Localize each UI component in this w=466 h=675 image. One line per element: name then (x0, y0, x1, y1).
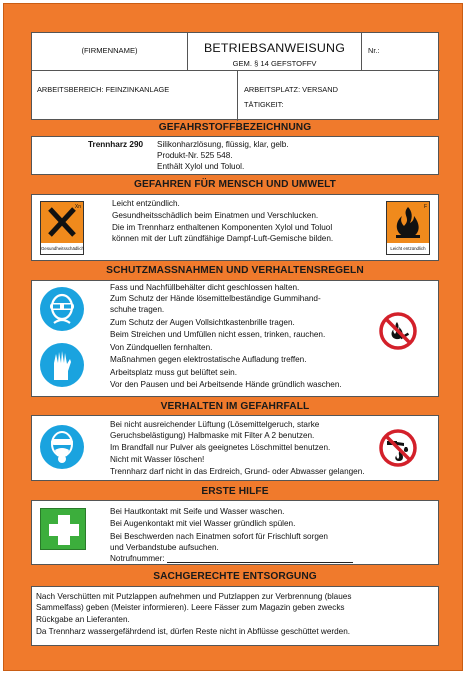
emergency-line: Im Brandfall nur Pulver als geeignetes Löschmittel benutzen. (110, 443, 331, 452)
work-area: ARBEITSBEREICH: FEINZINKANLAGE (37, 85, 170, 94)
emergency-number-label: Notrufnummer: (110, 554, 165, 563)
header-top-row (32, 33, 440, 71)
substance-line: Produkt-Nr. 525 548. (157, 151, 233, 160)
document-sheet (3, 3, 463, 671)
title-cell (188, 33, 362, 70)
disposal-line: Rückgabe an Lieferanten. (36, 615, 130, 624)
header-panel (31, 32, 439, 120)
page-subtitle: GEM. § 14 GEFSTOFFV (232, 59, 317, 68)
no-open-flame-icon (378, 311, 418, 351)
disposal-panel (31, 586, 439, 646)
first-aid-panel (31, 500, 439, 565)
first-aid-line: Bei Augenkontakt mit viel Wasser gründlich spülen. (110, 519, 296, 528)
emergency-line: Bei nicht ausreichender Lüftung (Lösemittelgeruch, starke (110, 420, 320, 429)
cross-horizontal (49, 524, 79, 536)
substance-line: Enthält Xylol und Toluol. (157, 162, 245, 171)
first-aid-line: Bei Hautkontakt mit Seife und Wasser waschen. (110, 507, 285, 516)
harmful-label: Gesundheitsschädlich (41, 243, 83, 254)
protection-line: Zum Schutz der Augen Vollsichtkastenbrille tragen. (110, 318, 295, 327)
section-hazard-name: GEFAHRSTOFFBEZEICHNUNG (158, 122, 312, 133)
protection-line: schuhe tragen. (110, 305, 165, 314)
danger-line: Leicht entzündlich. (112, 199, 180, 208)
harmful-x-icon (40, 201, 84, 255)
emergency-line: Nicht mit Wasser löschen! (110, 455, 205, 464)
danger-line: Die im Trennharz enthaltenen Komponenten Xylol und Toluol (112, 223, 333, 232)
protection-line: Zum Schutz der Hände lösemittelbeständige Gummihand- (110, 294, 321, 303)
disposal-line: Sammelfass) geben (Meister informieren). Leere Fässer zum Magazin geben zwecks (36, 603, 345, 612)
protection-line: Arbeitsplatz muss gut belüftet sein. (110, 368, 237, 377)
danger-line: Gesundheitsschädlich beim Einatmen und Verschlucken. (112, 211, 319, 220)
respirator-mandatory-icon (40, 425, 84, 469)
section-emergency: VERHALTEN IM GEFAHRFALL (160, 401, 310, 412)
section-first-aid: ERSTE HILFE (201, 486, 269, 497)
substance-line: Silikonharzlösung, flüssig, klar, gelb. (157, 140, 289, 149)
flammable-code: F (423, 204, 427, 210)
area-cell (32, 71, 238, 121)
first-aid-line: und Verbandstube aufsuchen. (110, 543, 219, 552)
flammable-label: Leicht entzündlich (387, 243, 429, 254)
disposal-line: Nach Verschütten mit Putzlappen aufnehmen und Putzlappen zur Verbrennung (blaues (36, 592, 352, 601)
activity: TÄTIGKEIT: (244, 100, 284, 109)
emergency-line: Trennharz darf nicht in das Erdreich, Grund- oder Abwasser gelangen. (110, 467, 365, 476)
section-disposal: SACHGERECHTE ENTSORGUNG (153, 571, 317, 582)
disposal-line: Da Trennharz wassergefährdend ist, dürfen Reste nicht in Abflüsse geschüttet werden. (36, 627, 351, 636)
emergency-number-line (167, 562, 353, 563)
emergency-panel (31, 415, 439, 481)
header-bottom-row (32, 71, 440, 121)
protection-line: Fass und Nachfüllbehälter dicht geschlossen halten. (110, 283, 300, 292)
section-dangers: GEFAHREN FÜR MENSCH UND UMWELT (133, 179, 337, 190)
protection-line: Maßnahmen gegen elektrostatische Aufladung treffen. (110, 355, 307, 364)
workplace: ARBEITSPLATZ: VERSAND (244, 85, 338, 94)
gloves-mandatory-icon (40, 343, 84, 387)
protection-line: Beim Streichen und Umfüllen nicht essen, trinken, rauchen. (110, 330, 326, 339)
first-aid-line: Bei Beschwerden nach Einatmen sofort für Frischluft sorgen (110, 532, 328, 541)
flammable-flame-icon (386, 201, 430, 255)
company-cell (32, 33, 188, 70)
emergency-line: Geruchsbelästigung) Halbmaske mit Filter A 2 benutzen. (110, 431, 315, 440)
protection-line: Von Zündquellen fernhalten. (110, 343, 213, 352)
harmful-code: Xn (74, 204, 81, 210)
goggles-mandatory-icon (40, 287, 84, 331)
number-label: Nr.: (368, 46, 380, 55)
danger-line: können mit der Luft zündfähige Dampf-Luft-Gemische bilden. (112, 234, 334, 243)
page-title: BETRIEBSANWEISUNG (203, 41, 346, 55)
company-name: (FIRMENNAME) (81, 46, 138, 55)
dangers-panel (31, 194, 439, 261)
protection-panel (31, 280, 439, 397)
first-aid-cross-icon (40, 508, 86, 550)
section-protection: SCHUTZMASSNAHMEN UND VERHALTENSREGELN (106, 265, 364, 276)
no-water-extinguish-icon (378, 428, 418, 468)
protection-line: Vor den Pausen und bei Arbeitsende Hände gründlich waschen. (110, 380, 342, 389)
substance-name: Trennharz 290 (88, 140, 144, 149)
substance-panel (31, 136, 439, 175)
